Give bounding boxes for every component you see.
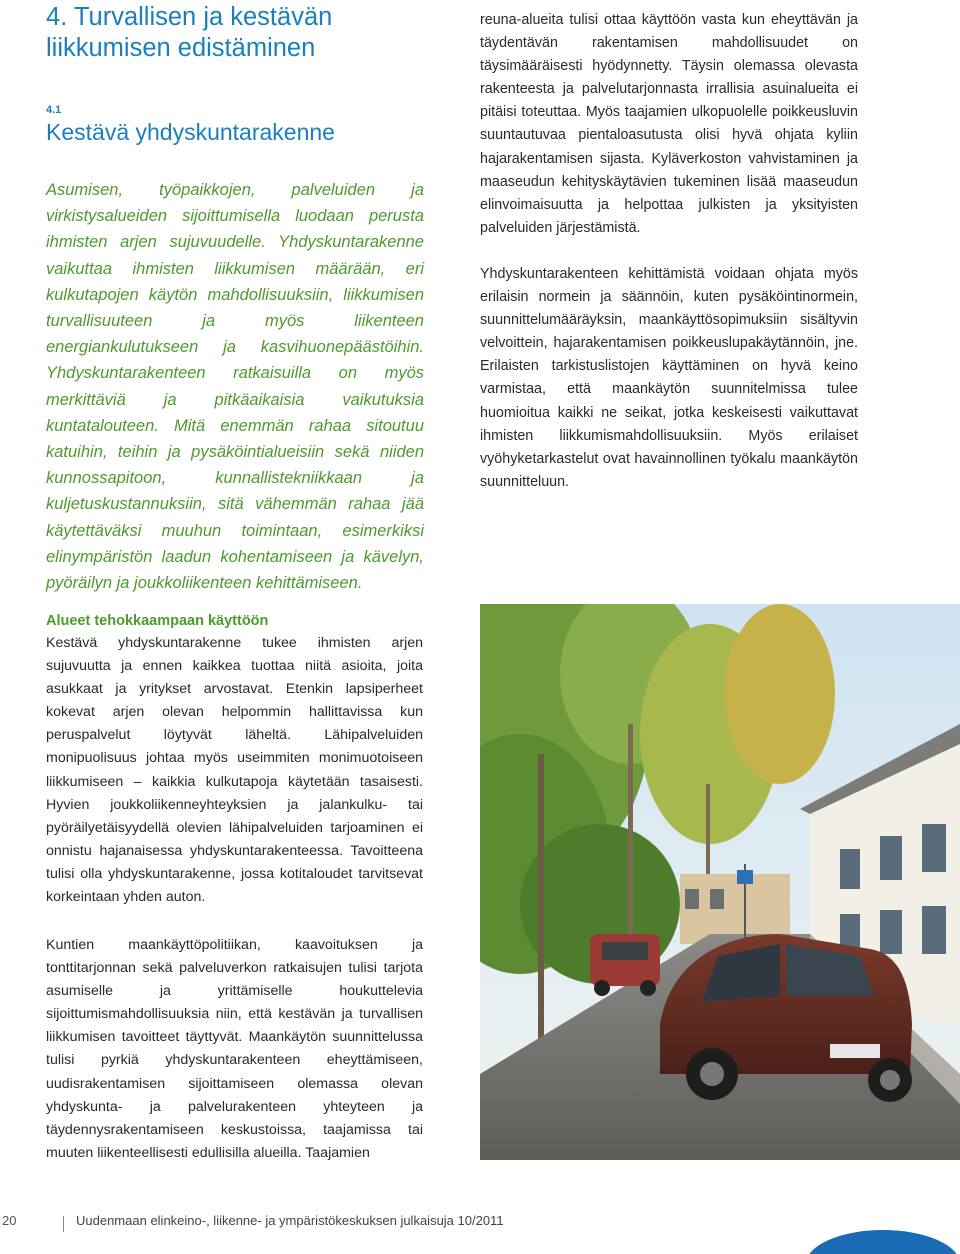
- street-photo: [480, 604, 960, 1160]
- chapter-title: 4. Turvallisen ja kestävän liikkumisen edistäminen: [46, 3, 333, 62]
- section-title: Kestävä yhdyskuntarakenne: [46, 119, 335, 145]
- right-column: [480, 9, 858, 494]
- lead-paragraph: Asumisen, työpaikkojen, palveluiden ja virkistysalueiden sijoittumisella luodaan perusta ihmisten arjen sujuvuudelle. Yhdyskuntarakenne vaikuttaa ihmisten liikkumisen määrään, eri kulkutapojen käytön mahdollisuuksiin, liikkumisen turvallisuuteen ja myös liikenteen energiankulutukseen ja kasvihuonepäästöihin. Yhdyskuntarakenteen ratkaisuilla on myös merkittäviä ja pitkäaikaisia vaikutuksia kuntatalouteen. Mitä enemmän rahaa sitoutuu katuihin, teihin ja pysäköintialueisiin sekä niiden kunnossapitoon, kunnallistekniikkaan ja kuljetuskustannuksiin, sitä vähemmän rahaa jää käytettäväksi muuhun toimintaan, esimerkiksi elinympäristön laadun kohentamiseen ja kävelyn, pyöräilyn ja joukkoliikenteen kehittämiseen.: [46, 181, 424, 593]
- footer-publication: Uudenmaan elinkeino-, liikenne- ja ympäristökeskuksen julkaisuja 10/2011: [76, 1213, 504, 1228]
- footer-divider: [63, 1216, 64, 1232]
- box-body: Kestävä yhdyskuntarakenne tukee ihmisten arjen sujuvuutta ja ennen kaikkea tuottaa niitä asioita, joita asukkaat ja yritykset arvostavat. Etenkin lapsiperheet kokevat arjen olevan helpommin hallittavissa kun peruspalvelut löytyvät läheltä. Lähipalveluiden monipuolisuus johtaa myös useimmiten monimuotoiseen liikkumiseen – kaikkia kulkutapoja käytetään tasaisesti. Hyvien joukkoliikenneyhteyksien ja jalankulku- tai pyöräilyetäisyydellä olevien lähipalveluiden tarjoaminen ei onnistu hajanaisessa yhdyskuntarakenteessa. Tavoitteena tulisi olla yhdyskuntarakenne, jossa kotitaloudet tarvitsevat korkeintaan yhden auton.: [46, 635, 423, 906]
- page-number: 20: [2, 1213, 17, 1228]
- body-paragraph: Kuntien maankäyttöpolitiikan, kaavoituksen ja tonttitarjonnan sekä palveluverkon ratkaisujen tulisi tarjota asumiselle ja yrittämiselle houkuttelevia sijoittumismahdollisuuksia niin, että kestävän ja turvallisen liikkumisen tavoitteet täyttyvät. Maankäytön suunnittelussa tulisi pyrkiä yhdyskuntarakenteen eheyttämiseen, uudisrakentamisen sijoittamiseen olemassa olevan yhdyskunta- ja palvelurakenteen yhteyteen ja täydennysrakentamiseen keskustoissa, taajamissa tai muuten liikenteellisesti edullisilla alueilla. Taajamien: [46, 937, 423, 1161]
- right-paragraph-2: Yhdyskuntarakenteen kehittämistä voidaan ohjata myös erilaisin normein ja säännöin, kuten pysäköintinormein, suunnittelumääräyksin, maankäyttösopimuksiin sisältyvin velvoittein, hajarakentamisen poikkeuslupakäytännöin, jne. Erilaisten tarkistuslistojen käyttäminen on hyvä keino varmistaa, että maankäytön suunnitelmissa tulee huomioitua kaikki ne seikat, jotka keskeisesti vaikuttavat ihmisten liikkumismahdollisuuksiin. Myös erilaiset vyöhyketarkastelut ovat havainnollinen työkalu maankäytön suunnitteluun.: [480, 265, 858, 490]
- box-title: Alueet tehokkaampaan käyttöön: [46, 613, 269, 629]
- section-number: 4.1: [46, 104, 62, 116]
- footer-decoration: [806, 1230, 960, 1254]
- right-paragraph-1: reuna-alueita tulisi ottaa käyttöön vasta kun eheyttävän ja täydentävän rakentamisen mahdollisuudet on täysimääräisesti hyödynnetty. Täysin olemassa olevasta rakenteesta ja palvelutarjonnasta irrallisia asuinalueita ei pitäisi toteuttaa. Myös taajamien ulkopuolelle poikkeusluvin suuntautuvaa pientaloasutusta olisi hyvä ohjata kyliin hajarakentamisen sijasta. Kyläverkoston vahvistaminen ja maaseudun kehityskäytävien tukeminen lisää maaseudun elinvoimaisuutta ja helpottaa julkisten ja yksityisten palveluiden järjestämistä.: [480, 12, 858, 236]
